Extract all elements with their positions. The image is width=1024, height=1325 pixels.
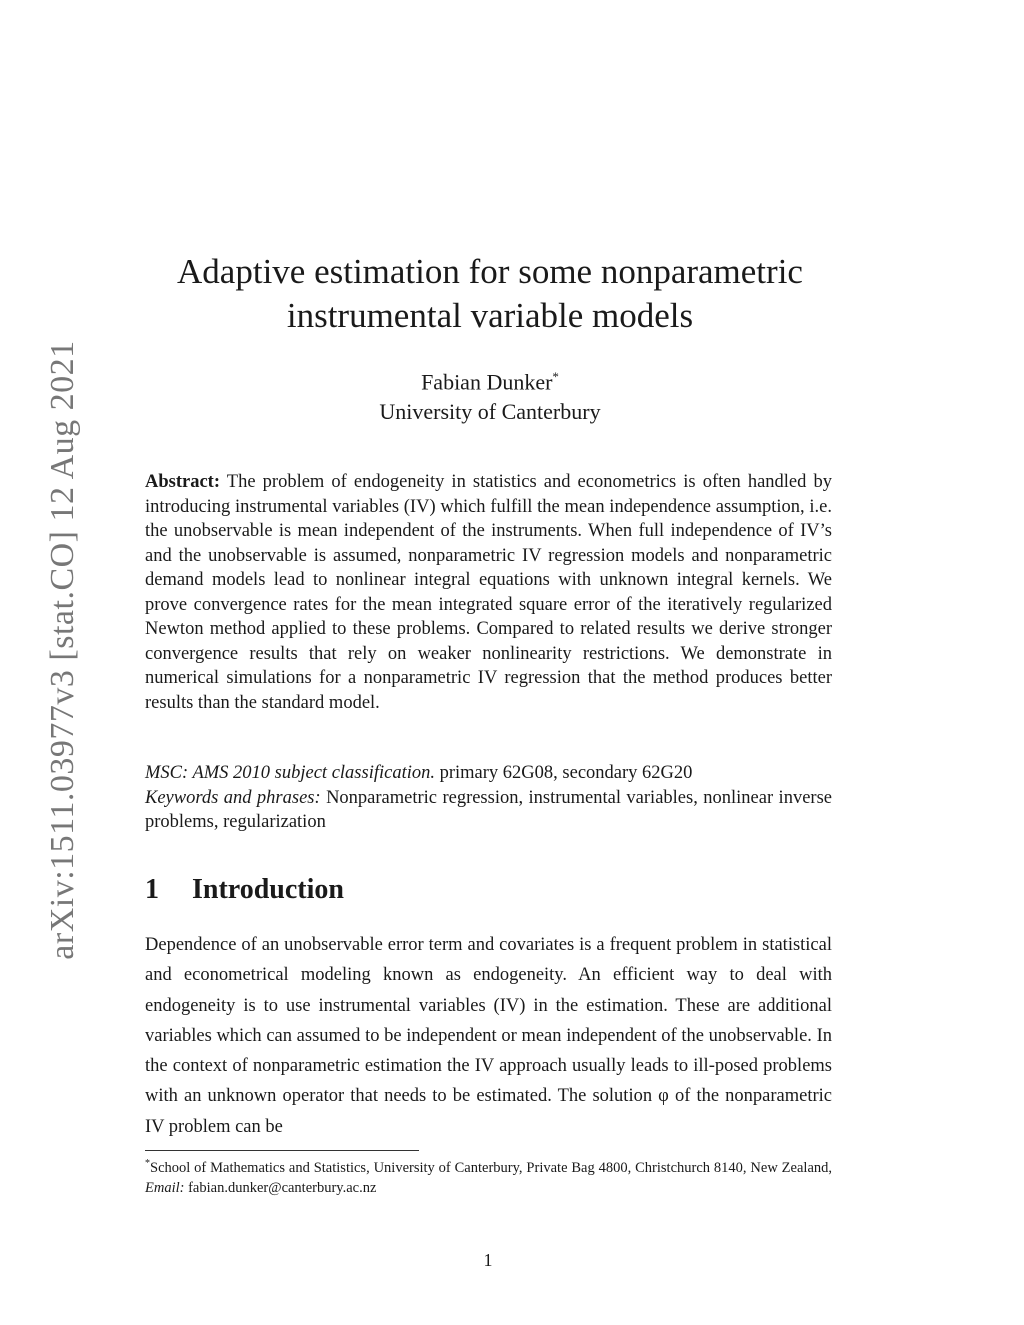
author-block [140, 362, 840, 427]
footnote-rule [145, 1150, 419, 1151]
footnote [145, 1154, 832, 1198]
arxiv-identifier-stamp: arXiv:1511.03977v3 [stat.CO] 12 Aug 2021 [44, 340, 81, 960]
footnote-email: fabian.dunker@canterbury.ac.nz [184, 1179, 377, 1196]
abstract [145, 470, 832, 715]
keywords-line [145, 786, 832, 835]
author-footnote-marker: * [552, 369, 559, 384]
footnote-text: School of Mathematics and Statistics, University of Canterbury, Private Bag 4800, Christchurch 8140, New Zealand, [150, 1159, 832, 1176]
title-line-2: instrumental variable models [286, 296, 694, 335]
section-title: Introduction [192, 874, 344, 905]
introduction-paragraph: Dependence of an unobservable error term and covariates is a frequent problem in statistical and econometrical modeling known as endogeneity. An efficient way to deal with endogeneity is to use instrumental variables (IV) in the estimation. These are additional variables which can assumed to be independent or mean independent of the unobservable. In the context of nonparametric estimation the IV approach usually leads to ill-posed problems with an unknown operator that needs to be estimated. The solution φ of the nonparametric IV problem can be [145, 935, 832, 1137]
abstract-label: Abstract: [145, 472, 221, 492]
footnote-marker: * [145, 1158, 150, 1169]
author-name: Fabian Dunker [421, 369, 553, 395]
footnote-email-label: Email: [145, 1179, 185, 1196]
keywords-text: Nonparametric regression, instrumental variables, nonlinear inverse problems, regularization [145, 787, 832, 832]
keywords-label: Keywords and phrases: [145, 787, 321, 808]
abstract-text: The problem of endogeneity in statistics and econometrics is often handled by introducing instrumental variables (IV) which fulfill the mean independence assumption, i.e. the unobservable is mean independent of the instruments. When full independence of IV’s and the unobservable is assumed, nonparametric IV regression models and nonparametric demand models lead to nonlinear integral equations with unknown integral kernels. We prove convergence rates for the mean integrated square error of the iteratively regularized Newton method applied to these problems. Compared to related results we derive stronger convergence results that rely on weaker nonlinearity restrictions. We demonstrate in numerical simulations for a nonparametric IV regression that the method produces better results than the standard model. [145, 472, 832, 713]
msc-line [145, 761, 832, 786]
classification-block [145, 761, 832, 835]
title-line-1: Adaptive estimation for some nonparametric [177, 252, 803, 291]
paper-title [140, 250, 840, 338]
author-name-line [140, 362, 840, 397]
page-number: 1 [483, 1250, 493, 1270]
msc-label: MSC: AMS 2010 subject classification. [145, 763, 435, 783]
author-affiliation: University of Canterbury [379, 399, 601, 425]
section-number: 1 [145, 874, 159, 905]
msc-text: primary 62G08, secondary 62G20 [434, 763, 693, 783]
section-heading [145, 874, 344, 906]
